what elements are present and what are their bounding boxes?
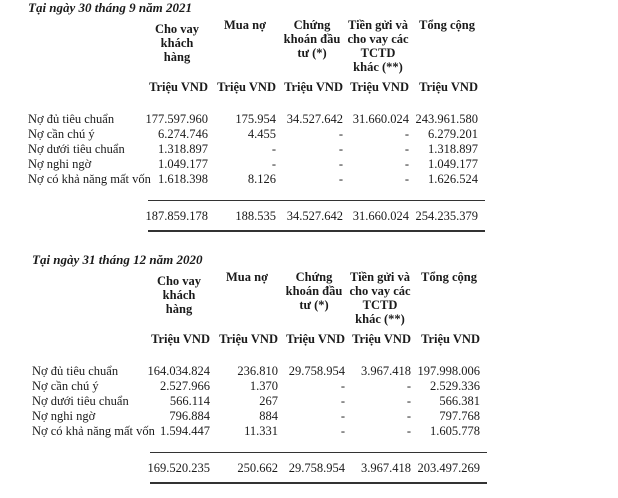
cell-value: 1.594.447 <box>160 424 210 438</box>
table-row <box>0 364 618 379</box>
column-unit: Triệu VND <box>219 332 278 346</box>
cell-value: 1.370 <box>249 379 278 393</box>
cell-value: 4.455 <box>247 127 276 141</box>
cell-value: - <box>340 394 345 408</box>
total-value: 188.535 <box>235 209 276 223</box>
row-label: Nợ có khả năng mất vốn <box>32 424 155 438</box>
row-label: Nợ đủ tiêu chuẩn <box>28 112 115 126</box>
row-label: Nợ nghi ngờ <box>28 157 92 171</box>
cell-value: - <box>271 157 276 171</box>
cell-value: 566.114 <box>169 394 210 408</box>
cell-value: 1.318.897 <box>428 142 478 156</box>
total-value: 203.497.269 <box>417 461 480 475</box>
cell-value: 2.527.966 <box>160 379 210 393</box>
cell-value: - <box>404 172 409 186</box>
total-double-rule <box>150 482 487 484</box>
column-unit: Triệu VND <box>286 332 345 346</box>
cell-value: - <box>406 409 411 423</box>
total-row <box>0 209 618 224</box>
cell-value: 34.527.642 <box>286 112 343 126</box>
cell-value: 6.279.201 <box>428 127 478 141</box>
table-row <box>0 142 618 157</box>
column-unit: Triệu VND <box>149 80 208 94</box>
section-title: Tại ngày 31 tháng 12 năm 2020 <box>32 252 203 267</box>
column-header: Tổng cộng <box>421 270 477 284</box>
cell-value: 31.660.024 <box>352 112 409 126</box>
cell-value: - <box>338 172 343 186</box>
column-unit: Triệu VND <box>151 332 210 346</box>
subtotal-rule <box>150 452 487 453</box>
cell-value: 197.998.006 <box>417 364 480 378</box>
column-header: Mua nợ <box>224 18 266 32</box>
column-header: Cho vay khách hàng <box>154 22 200 64</box>
column-unit: Triệu VND <box>350 80 409 94</box>
cell-value: - <box>340 409 345 423</box>
cell-value: 884 <box>259 409 278 423</box>
cell-value: 267 <box>259 394 278 408</box>
column-unit: Triệu VND <box>284 80 343 94</box>
cell-value: 236.810 <box>237 364 278 378</box>
cell-value: 1.605.778 <box>430 424 480 438</box>
cell-value: 8.126 <box>247 172 276 186</box>
table-row <box>0 172 618 187</box>
table-row <box>0 112 618 127</box>
cell-value: 1.618.398 <box>158 172 208 186</box>
section-title: Tại ngày 30 tháng 9 năm 2021 <box>28 0 192 15</box>
cell-value: 566.381 <box>439 394 480 408</box>
row-label: Nợ đủ tiêu chuẩn <box>32 364 119 378</box>
cell-value: 6.274.746 <box>158 127 208 141</box>
cell-value: 11.331 <box>244 424 278 438</box>
cell-value: - <box>338 127 343 141</box>
cell-value: 2.529.336 <box>430 379 480 393</box>
column-unit: Triệu VND <box>419 80 478 94</box>
cell-value: 1.049.177 <box>158 157 208 171</box>
total-value: 187.859.178 <box>145 209 208 223</box>
total-value: 34.527.642 <box>286 209 343 223</box>
cell-value: 29.758.954 <box>288 364 345 378</box>
column-header: Tổng cộng <box>419 18 475 32</box>
column-unit: Triệu VND <box>421 332 480 346</box>
table-row <box>0 379 618 394</box>
cell-value: 243.961.580 <box>415 112 478 126</box>
cell-value: 177.597.960 <box>145 112 208 126</box>
cell-value: - <box>338 157 343 171</box>
cell-value: - <box>404 127 409 141</box>
cell-value: - <box>404 142 409 156</box>
table-section-1 <box>0 252 618 498</box>
subtotal-rule <box>148 200 485 201</box>
cell-value: 3.967.418 <box>361 364 411 378</box>
column-header: Chứng khoán đầu tư (*) <box>283 18 341 60</box>
total-value: 250.662 <box>237 461 278 475</box>
row-label: Nợ nghi ngờ <box>32 409 96 423</box>
cell-value: 797.768 <box>439 409 480 423</box>
column-header: Cho vay khách hàng <box>156 274 202 316</box>
column-header: Tiền gửi và cho vay các TCTD khác (**) <box>347 18 409 74</box>
total-double-rule <box>148 230 485 232</box>
cell-value: 1.626.524 <box>428 172 478 186</box>
total-value: 29.758.954 <box>288 461 345 475</box>
column-header: Chứng khoán đầu tư (*) <box>285 270 343 312</box>
column-header: Tiền gửi và cho vay các TCTD khác (**) <box>349 270 411 326</box>
cell-value: 175.954 <box>235 112 276 126</box>
table-row <box>0 409 618 424</box>
cell-value: 164.034.824 <box>147 364 210 378</box>
column-header: Mua nợ <box>226 270 268 284</box>
total-row <box>0 461 618 476</box>
table-section-0 <box>0 0 618 246</box>
column-unit: Triệu VND <box>352 332 411 346</box>
column-unit: Triệu VND <box>217 80 276 94</box>
cell-value: 1.318.897 <box>158 142 208 156</box>
total-value: 169.520.235 <box>147 461 210 475</box>
table-row <box>0 424 618 439</box>
table-row <box>0 157 618 172</box>
cell-value: 796.884 <box>169 409 210 423</box>
row-label: Nợ có khả năng mất vốn <box>28 172 151 186</box>
cell-value: - <box>404 157 409 171</box>
cell-value: - <box>338 142 343 156</box>
total-value: 254.235.379 <box>415 209 478 223</box>
cell-value: - <box>271 142 276 156</box>
cell-value: - <box>340 379 345 393</box>
table-row <box>0 127 618 142</box>
row-label: Nợ cần chú ý <box>32 379 99 393</box>
row-label: Nợ cần chú ý <box>28 127 95 141</box>
table-row <box>0 394 618 409</box>
cell-value: - <box>406 424 411 438</box>
cell-value: 1.049.177 <box>428 157 478 171</box>
cell-value: - <box>340 424 345 438</box>
row-label: Nợ dưới tiêu chuẩn <box>28 142 125 156</box>
cell-value: - <box>406 379 411 393</box>
total-value: 3.967.418 <box>361 461 411 475</box>
row-label: Nợ dưới tiêu chuẩn <box>32 394 129 408</box>
cell-value: - <box>406 394 411 408</box>
total-value: 31.660.024 <box>352 209 409 223</box>
